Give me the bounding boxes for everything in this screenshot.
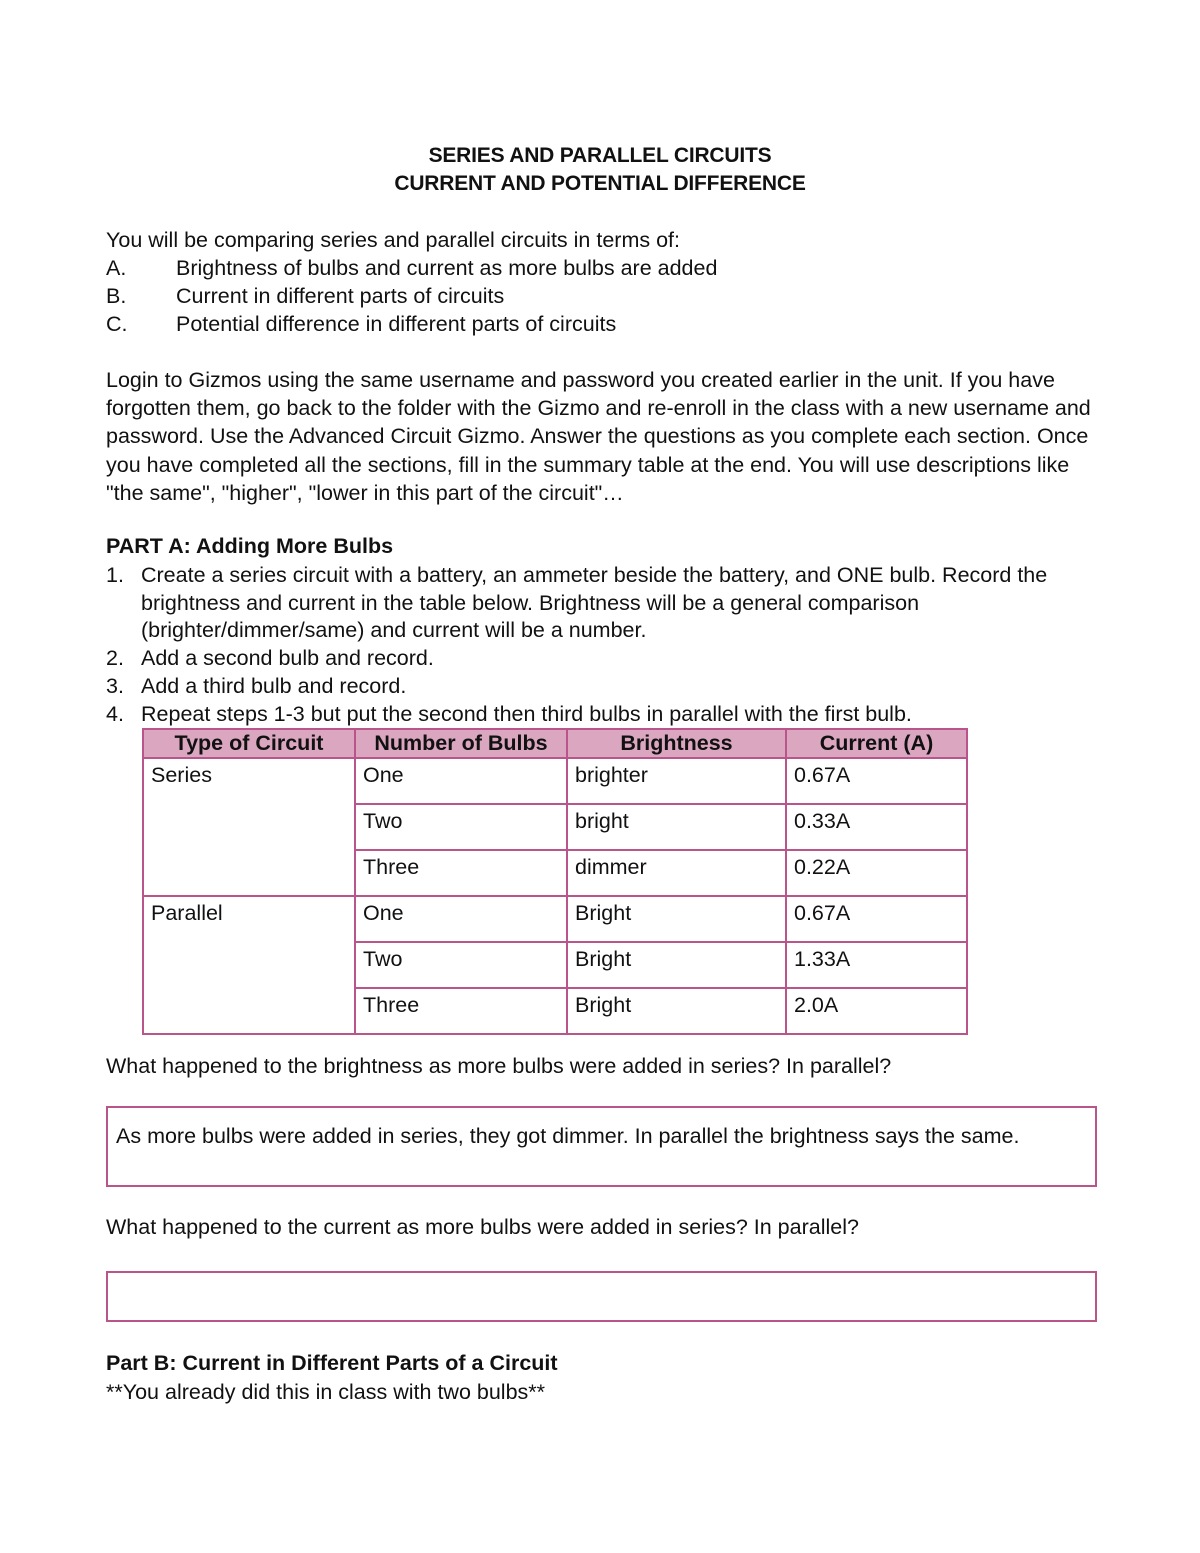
part-b-note: **You already did this in class with two bulbs** [106,1380,546,1404]
table-header-row [143,729,967,758]
intro-lead: You will be comparing series and parallel circuits in terms of: [106,228,680,252]
table-row [143,758,967,804]
list-letter: C. [106,312,128,336]
brightness-cell: Bright [567,988,786,1034]
question-current: What happened to the current as more bulbs were added in series? In parallel? [106,1215,859,1239]
step-text: Create a series circuit with a battery, an ammeter beside the battery, and ONE bulb. Record the brightness and current in the table below. Brightness will be a general comparison (brighter/dimmer/same) and current will be a number. [141,563,1048,642]
table-row [143,896,967,942]
current-cell: 0.67A [786,896,967,942]
step-text: Repeat steps 1-3 but put the second then third bulbs in parallel with the first bulb. [141,702,912,726]
brightness-cell: bright [567,804,786,850]
step-text: Add a second bulb and record. [141,646,434,670]
current-cell: 0.67A [786,758,967,804]
document-title-line1: SERIES AND PARALLEL CIRCUITS [428,144,772,167]
circuit-type-cell: Series [143,758,355,896]
list-text: Potential difference in different parts of circuits [176,312,617,336]
list-text: Brightness of bulbs and current as more bulbs are added [176,256,718,280]
bulbs-cell: One [355,758,567,804]
intro-list-item [106,254,717,282]
answer-box-current[interactable] [106,1271,1097,1322]
step-number: 1. [106,563,124,587]
current-cell: 1.33A [786,942,967,988]
column-header-current: Current (A) [786,729,967,758]
list-letter: A. [106,256,127,280]
question-brightness: What happened to the brightness as more bulbs were added in series? In parallel? [106,1054,892,1078]
step-number: 2. [106,646,124,670]
instructions-paragraph: Login to Gizmos using the same username and password you created earlier in the unit. If you have forgotten them, go back to the folder with the Gizmo and re-enroll in the class with a new username and password. Use the Advanced Circuit Gizmo. Answer the questions as you complete each section. Once you have completed all the sections, fill in the summary table at the end. You will use descriptions like "the same", "higher", "lower in this part of the circuit"… [106,368,1091,505]
bulbs-cell: One [355,896,567,942]
list-letter: B. [106,284,127,308]
current-cell: 0.33A [786,804,967,850]
answer-box-brightness[interactable]: As more bulbs were added in series, they got dimmer. In parallel the brightness says the same. [106,1106,1097,1187]
step-item [106,673,1101,701]
part-a-heading: PART A: Adding More Bulbs [106,534,394,558]
bulbs-cell: Two [355,942,567,988]
column-header-bulbs: Number of Bulbs [355,729,567,758]
brightness-cell: dimmer [567,850,786,896]
intro-list-item [106,310,616,338]
step-number: 4. [106,702,124,726]
step-number: 3. [106,674,124,698]
brightness-cell: Bright [567,942,786,988]
column-header-brightness: Brightness [567,729,786,758]
step-item [106,701,1101,729]
current-cell: 0.22A [786,850,967,896]
current-cell: 2.0A [786,988,967,1034]
circuit-type-cell: Parallel [143,896,355,1034]
brightness-cell: Bright [567,896,786,942]
brightness-cell: brighter [567,758,786,804]
list-text: Current in different parts of circuits [176,284,505,308]
document-title-line2: CURRENT AND POTENTIAL DIFFERENCE [394,172,806,195]
part-b-heading: Part B: Current in Different Parts of a Circuit [106,1351,558,1375]
intro-list-item [106,282,504,310]
results-table [142,728,968,1035]
column-header-type: Type of Circuit [143,729,355,758]
bulbs-cell: Three [355,850,567,896]
step-text: Add a third bulb and record. [141,674,407,698]
bulbs-cell: Two [355,804,567,850]
step-item [106,645,1101,673]
bulbs-cell: Three [355,988,567,1034]
step-item [106,562,1101,646]
